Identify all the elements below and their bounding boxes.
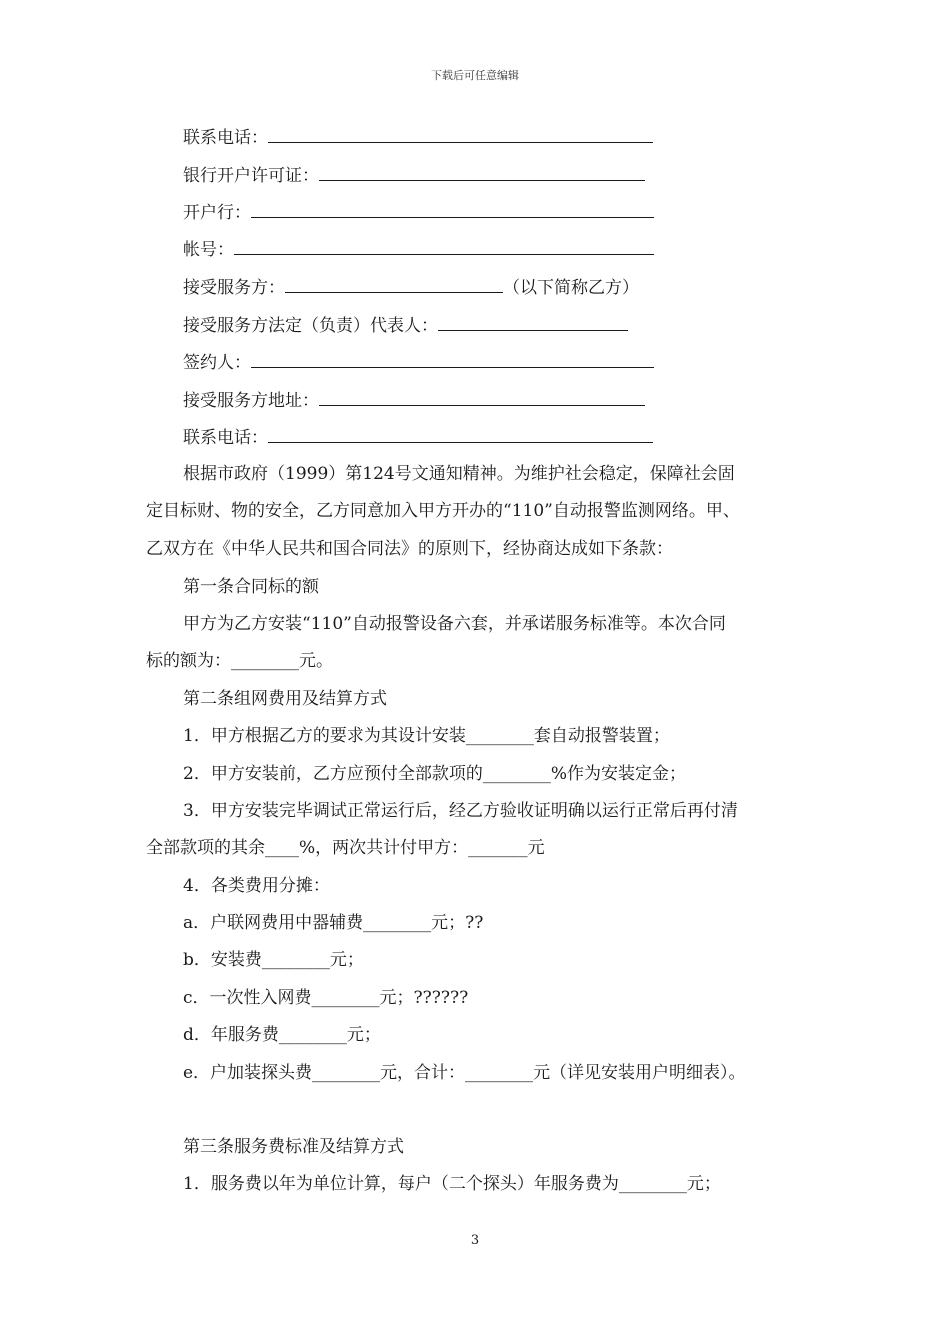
fill-blank [251, 351, 654, 368]
field-label: 签约人： [183, 353, 251, 373]
article2-item3: 3．甲方安装完毕调试正常运行后，经乙方验收证明确以运行正常后再付清 [183, 801, 738, 821]
item-text: 元；?????? [379, 988, 469, 1008]
field-address [183, 389, 645, 412]
field-representative [183, 314, 628, 337]
article1-amount [146, 650, 333, 672]
article2-item4: 4．各类费用分摊： [183, 876, 330, 896]
article1-text: 甲方为乙方安装“110”自动报警设备六套，并承诺服务标准等。本次合同 [183, 614, 726, 634]
page-number: 3 [470, 1233, 480, 1248]
field-label: 联系电话： [183, 428, 268, 448]
page-header: 下载后可任意编辑 [431, 69, 519, 82]
field-phone1 [183, 126, 653, 149]
field-label: 开户行： [183, 203, 251, 223]
item-text: 套自动报警装置； [533, 726, 670, 746]
fill-blank [285, 276, 503, 293]
item-text: %作为安装定金； [550, 764, 686, 784]
field-bank-permit [183, 164, 645, 187]
field-account [183, 238, 654, 261]
intro-line: 乙双方在《中华人民共和国合同法》的原则下，经协商达成如下条款： [146, 539, 673, 559]
item-text: d．年服务费________ [183, 1025, 347, 1045]
fee-item-b [183, 949, 364, 971]
article3-item1 [183, 1173, 721, 1195]
fill-blank [268, 426, 653, 443]
item-text: c．一次性入网费________ [183, 988, 380, 1008]
article1-title: 第一条合同标的额 [183, 577, 319, 597]
item-text: 元（详见安装用户明细表）。 [533, 1063, 746, 1083]
fee-item-e [183, 1062, 746, 1084]
item-text: e．户加装探头费________ [183, 1063, 381, 1083]
article3-title: 第三条服务费标准及结算方式 [183, 1137, 404, 1157]
fee-item-d [183, 1024, 381, 1046]
intro-line: 根据市政府（1999）第124号文通知精神。为维护社会稳定，保障社会固 [183, 464, 735, 484]
item-text: %，两次共计付甲方：_______ [299, 838, 528, 858]
item-text: 2．甲方安装前，乙方应预付全部款项的________ [183, 764, 551, 784]
field-label: 接受服务方： [183, 278, 285, 298]
field-bank [183, 201, 654, 224]
item-text: 元； [346, 1025, 381, 1045]
field-label: 帐号： [183, 240, 234, 260]
field-phone2 [183, 426, 653, 449]
item-text: 元 [527, 838, 545, 858]
item-text: a．户联网费用中器辅费________ [183, 913, 432, 933]
article2-item3-cont [146, 837, 545, 859]
fee-item-c [183, 987, 468, 1009]
item-text: 元； [686, 1174, 721, 1194]
article2-item1 [183, 725, 670, 747]
fill-blank [438, 314, 628, 331]
item-text: b．安装费________ [183, 950, 330, 970]
fee-item-a [183, 912, 483, 934]
item-text: 元； [329, 950, 364, 970]
fill-blank [251, 201, 654, 218]
field-receiver [183, 276, 639, 299]
item-text: 1．服务费以年为单位计算，每户（二个探头）年服务费为________ [183, 1174, 687, 1194]
fill-blank [234, 238, 654, 255]
item-text: 全部款项的其余____ [146, 838, 299, 858]
fill-blank [319, 164, 645, 181]
intro-line: 定目标财、物的安全，乙方同意加入甲方开办的“110”自动报警监测网络。甲、 [146, 501, 740, 521]
field-label: 接受服务方法定（负责）代表人： [183, 316, 438, 336]
field-signer [183, 351, 654, 374]
amount-unit: 元。 [299, 651, 333, 671]
field-label: 银行开户许可证： [183, 166, 319, 186]
field-label: 接受服务方地址： [183, 391, 319, 411]
field-suffix: （以下简称乙方） [503, 278, 639, 298]
fill-blank [268, 126, 653, 143]
item-text: 1．甲方根据乙方的要求为其设计安装________ [183, 726, 534, 746]
fill-blank [319, 389, 645, 406]
item-text: 元；?? [431, 913, 484, 933]
amount-text: 标的额为：________ [146, 651, 299, 671]
item-text: 元，合计：________ [380, 1063, 534, 1083]
article2-item2 [183, 763, 686, 785]
article2-title: 第二条组网费用及结算方式 [183, 689, 387, 709]
field-label: 联系电话： [183, 128, 268, 148]
